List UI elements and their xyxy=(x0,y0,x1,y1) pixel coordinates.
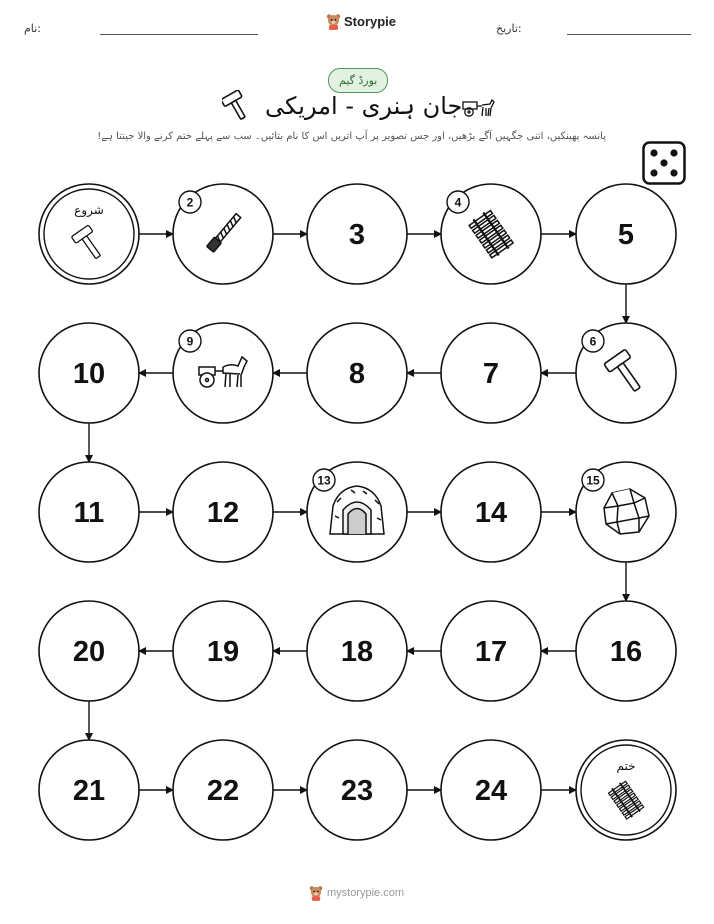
rock-icon xyxy=(604,489,649,534)
board-space-14 xyxy=(441,462,541,562)
board-space-17 xyxy=(441,601,541,701)
space-number: 8 xyxy=(348,358,366,390)
board-space-2 xyxy=(173,184,273,284)
space-number-badge: 13 xyxy=(317,473,331,488)
space-number: 22 xyxy=(206,775,240,807)
footer-brand xyxy=(309,885,404,901)
space-number: 17 xyxy=(474,636,508,668)
space-number: 21 xyxy=(72,775,106,807)
board-space-9 xyxy=(173,323,273,423)
board-space-13 xyxy=(307,462,407,562)
start-label: شروع xyxy=(74,203,104,217)
board-space-3 xyxy=(307,184,407,284)
board-space-21 xyxy=(39,740,139,840)
space-number-badge: 15 xyxy=(586,473,600,488)
board-space-11 xyxy=(39,462,139,562)
space-number-badge: 9 xyxy=(186,334,194,349)
board-game-badge: بورڈ گیم xyxy=(328,68,388,93)
footer-site: mystorypie.com xyxy=(327,887,405,899)
space-number: 19 xyxy=(206,636,240,668)
space-number-badge: 2 xyxy=(186,195,194,210)
space-number: 23 xyxy=(340,775,374,807)
board-space-10 xyxy=(39,323,139,423)
board-space-16 xyxy=(576,601,676,701)
space-number: 24 xyxy=(474,775,508,807)
space-number-badge: 4 xyxy=(454,195,462,210)
board-space-24 xyxy=(441,740,541,840)
board-space-4 xyxy=(441,184,541,284)
space-number: 10 xyxy=(72,358,106,390)
space-number: 7 xyxy=(482,358,500,390)
space-number: 14 xyxy=(474,497,508,529)
page-title: جان ہنری - امریکی xyxy=(265,92,463,120)
board-space-5 xyxy=(576,184,676,284)
space-number: 11 xyxy=(73,497,105,529)
board-space-15 xyxy=(576,462,676,562)
board-space-25 xyxy=(576,740,676,840)
space-number: 12 xyxy=(206,497,240,529)
space-number-badge: 6 xyxy=(589,334,597,349)
board-space-20 xyxy=(39,601,139,701)
brand-name: Storypie xyxy=(344,14,397,29)
space-number: 18 xyxy=(340,636,374,668)
board-space-18 xyxy=(307,601,407,701)
finish-label: ختم xyxy=(616,759,636,773)
date-label: تاریخ: xyxy=(496,22,522,35)
bear-footer-icon xyxy=(309,885,323,901)
space-number: 20 xyxy=(72,636,106,668)
board-space-8 xyxy=(307,323,407,423)
board-space-7 xyxy=(441,323,541,423)
board-space-12 xyxy=(173,462,273,562)
board-space-22 xyxy=(173,740,273,840)
board-space-19 xyxy=(173,601,273,701)
space-number: 3 xyxy=(348,219,366,251)
instructions-text: پانسہ پھینکیں، اتنی جگہیں آگے بڑھیں، اور جس تصویر پر آپ اتریں اس کا نام بتائیں۔ سب سے پہلے ختم کرنے والا جیتتا ہے! xyxy=(97,131,606,142)
board-space-1 xyxy=(39,184,139,284)
space-number: 5 xyxy=(617,219,635,251)
board-space-6 xyxy=(576,323,676,423)
board-space-23 xyxy=(307,740,407,840)
space-number: 16 xyxy=(609,636,643,668)
name-label: نام: xyxy=(24,22,41,35)
